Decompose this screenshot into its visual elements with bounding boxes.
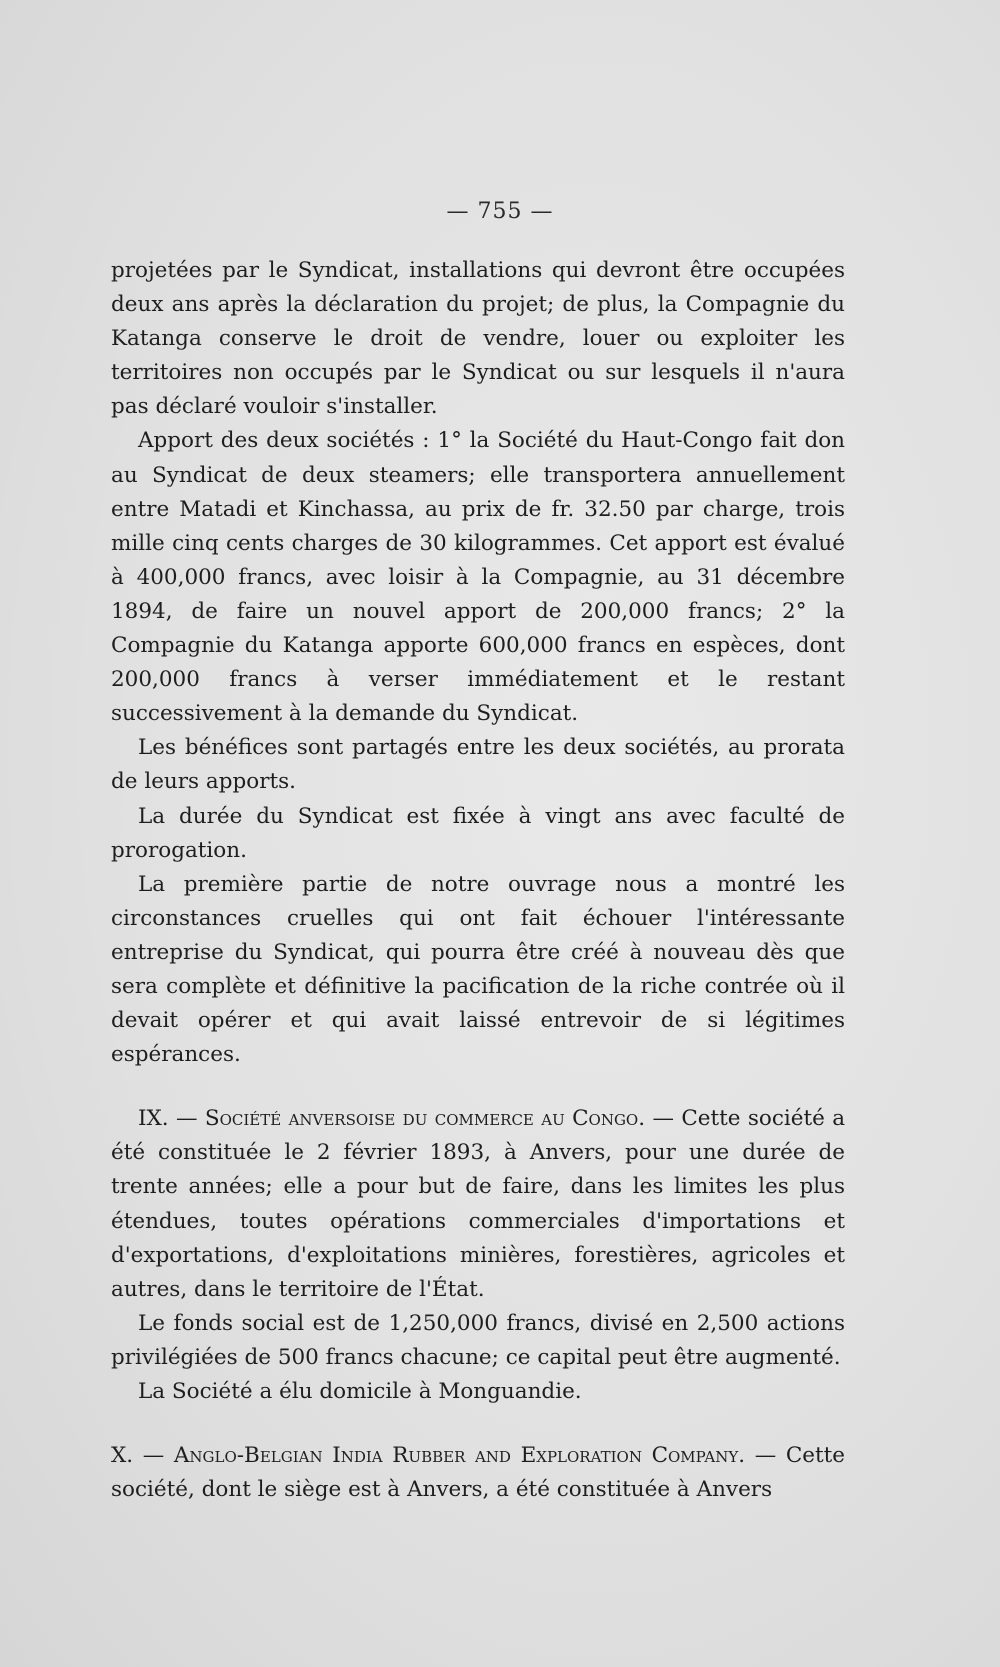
section-ix-heading: Société anversoise du commerce au Congo. <box>204 1106 646 1132</box>
section-ix-numeral: IX. — <box>138 1106 198 1132</box>
section-x-dash: — <box>754 1443 777 1469</box>
paragraph-duree: La durée du Syndicat est fixée à vingt ans avec faculté de prorogation. <box>111 803 845 863</box>
paragraph-premiere-partie: La première partie de notre ouvrage nous a montré les circonstances cruelles qui ont fait échouer l'intéressante entreprise du Syndicat, qui pourra être créé à nouveau dès que sera complète et définitive la pacification de la riche contrée où il devait opérer et qui avait laissé entrevoir de si légitimes espérances. <box>111 871 845 1068</box>
section-ix-intro-text: Cette société a été constituée le 2 février 1893, à Anvers, pour une durée de trente années; elle a pour but de faire, dans les limites les plus étendues, toutes opérations commerciales d'importations et d'exportations, d'exploitations minières, forestières, agricoles et autres, dans le territoire de l'État. <box>111 1106 846 1302</box>
section-x-intro <box>111 1439 845 1507</box>
section-ix-intro <box>111 1102 845 1307</box>
text-block <box>111 254 845 1507</box>
paragraph-continuation: projetées par le Syndicat, installations qui devront être occupées deux ans après la déclaration du projet; de plus, la Compagnie du Katanga conserve le droit de vendre, louer ou exploiter les territoires non occupés par le Syndicat ou sur lesquels il n'aura pas déclaré vouloir s'installer. <box>111 258 845 420</box>
paragraph-apport: Apport des deux sociétés : 1° la Société du Haut-Congo fait don au Syndicat de deux steamers; elle transportera annuellement entre Matadi et Kinchassa, au prix de fr. 32.50 par charge, trois mille cinq cents charges de 30 kilogrammes. Cet apport est évalué à 400,000 francs, avec loisir à la Compagnie, au 31 décembre 1894, de faire un nouvel apport de 200,000 francs; 2° la Compagnie du Katanga apporte 600,000 francs en espèces, dont 200,000 francs à verser immédiatement et le restant successivement à la demande du Syndicat. <box>111 428 845 727</box>
section-ix-dash: — <box>652 1106 674 1132</box>
section-x-intro-text: Cette société, dont le siège est à Anvers, a été constituée à Anvers <box>111 1443 846 1503</box>
section-x-numeral: X. — <box>111 1443 165 1469</box>
section-gap <box>111 1409 845 1439</box>
page-number: — 755 — <box>446 199 554 224</box>
section-ix-fonds: Le fonds social est de 1,250,000 francs, divisé en 2,500 actions privilégiées de 500 francs chacune; ce capital peut être augmenté. <box>111 1310 845 1370</box>
section-gap <box>111 1072 845 1102</box>
section-x-heading: Anglo-Belgian India Rubber and Exploration Company. <box>173 1443 746 1469</box>
section-ix-domicile: La Société a élu domicile à Monguandie. <box>138 1379 582 1404</box>
paragraph-benefices: Les bénéfices sont partagés entre les deux sociétés, au prorata de leurs apports. <box>111 735 845 795</box>
